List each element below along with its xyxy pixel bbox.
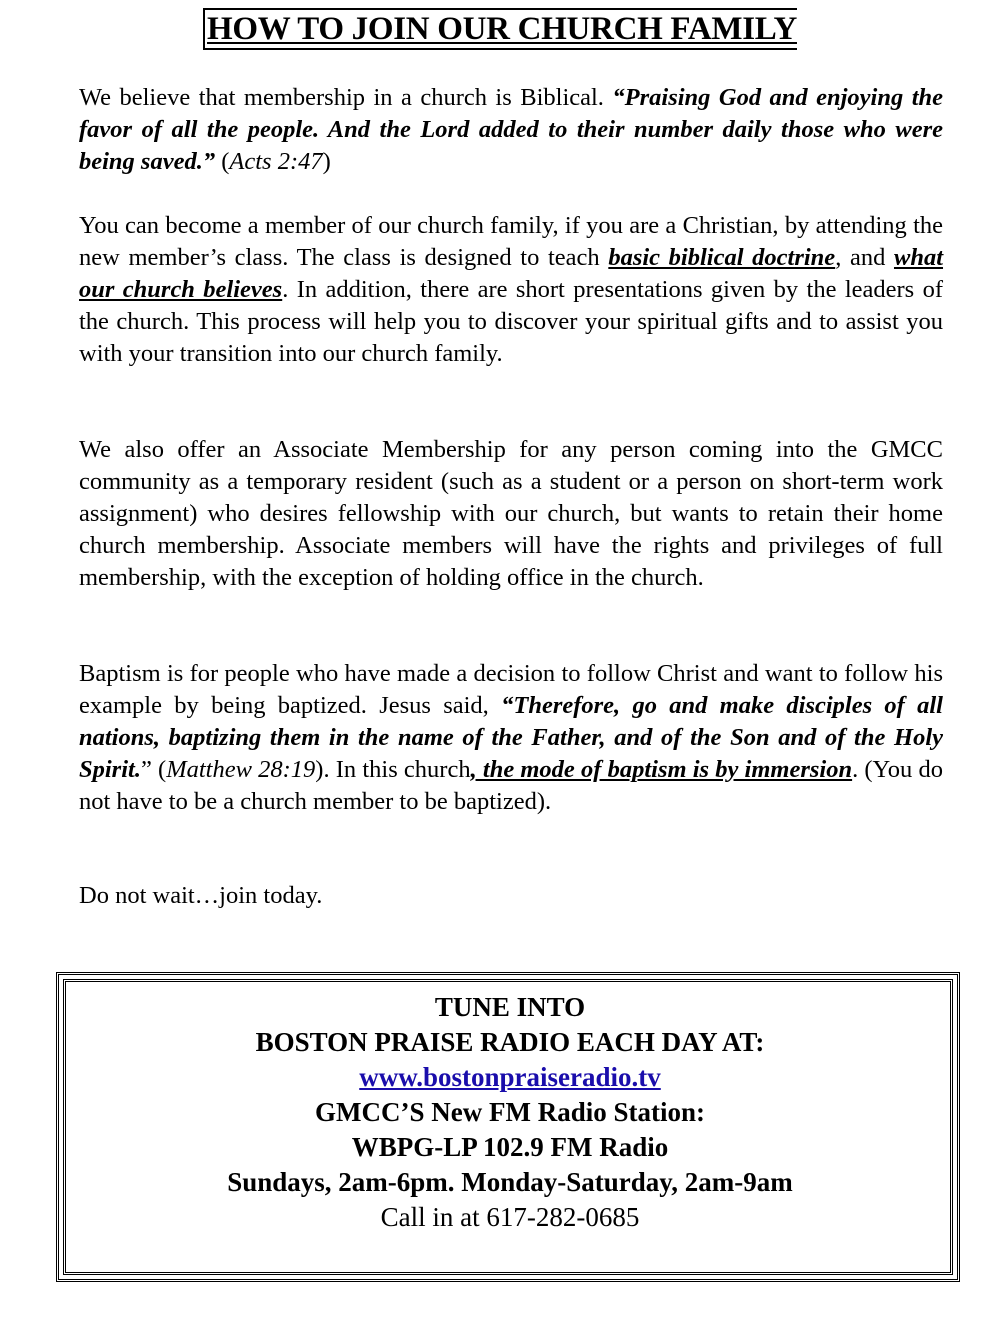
acts-ref-close: ) xyxy=(322,148,331,175)
paragraph-join-today xyxy=(79,880,943,912)
radio-station-heading: BOSTON PRAISE RADIO EACH DAY AT: xyxy=(255,1027,765,1057)
acts-reference: Acts 2:47 xyxy=(229,148,323,175)
acts-quote: “Praising God and enjoying the favor of all the people. And the Lord added to their number daily those who were being saved.” xyxy=(79,84,943,175)
baptism-text-3: ). In this church xyxy=(315,756,471,783)
immersion-emphasis: , the mode of baptism is by immersion xyxy=(470,756,853,783)
baptism-text-1: Baptism is for people who have made a decision to follow Christ and want to follow his example by being baptized. Jesus said, xyxy=(79,660,943,719)
basic-doctrine-emphasis: basic biblical doctrine xyxy=(608,244,836,271)
acts-ref-open: ( xyxy=(215,148,230,175)
radio-schedule: Sundays, 2am-6pm. Monday-Saturday, 2am-9am xyxy=(227,1167,793,1197)
church-beliefs-emphasis: what our church believes xyxy=(79,244,944,303)
class-text-1: You can become a member of our church family, if you are a Christian, by attending the new member’s class. The class is designed to teach xyxy=(79,212,943,271)
radio-call-in: Call in at 617-282-0685 xyxy=(380,1202,640,1232)
page-title-text: HOW TO JOIN OUR CHURCH FAMILY xyxy=(203,8,797,50)
paragraph-associate-membership xyxy=(79,434,943,594)
paragraph-membership-biblical xyxy=(79,82,943,178)
join-today-text: Do not wait…join today. xyxy=(79,882,323,909)
matthew-quote: “Therefore, go and make disciples of all nations, baptizing them in the name of the Father, and of the Son and of the Holy Spirit. xyxy=(79,692,943,783)
radio-tune-into: TUNE INTO xyxy=(434,992,586,1022)
matthew-reference: Matthew 28:19 xyxy=(166,756,316,783)
baptism-text-4: . (You do not have to be a church member to be baptized). xyxy=(79,756,943,815)
membership-intro: We believe that membership in a church is Biblical. xyxy=(79,84,613,111)
class-text-3: . In addition, there are short presentations given by the leaders of the church. This process will help you to discover your spiritual gifts and to assist you with your transition into our church family. xyxy=(79,276,943,367)
paragraph-baptism xyxy=(79,658,943,818)
page-title xyxy=(0,8,1000,50)
radio-website-link[interactable]: www.bostonpraiseradio.tv xyxy=(359,1062,661,1092)
baptism-text-2: ” ( xyxy=(140,756,167,783)
paragraph-new-member-class xyxy=(79,210,943,370)
radio-info-box xyxy=(56,990,964,1235)
radio-new-station: GMCC’S New FM Radio Station: xyxy=(315,1097,705,1127)
associate-text: We also offer an Associate Membership for any person coming into the GMCC community as a temporary resident (such as a student or a person on short-term work assignment) who desires fellowship with our church, but wants to retain their home church membership. Associate members will have the rights and privileges of full membership, with the exception of holding office in the church. xyxy=(79,436,943,591)
radio-frequency: WBPG-LP 102.9 FM Radio xyxy=(351,1132,669,1162)
class-text-2: , and xyxy=(835,244,894,271)
